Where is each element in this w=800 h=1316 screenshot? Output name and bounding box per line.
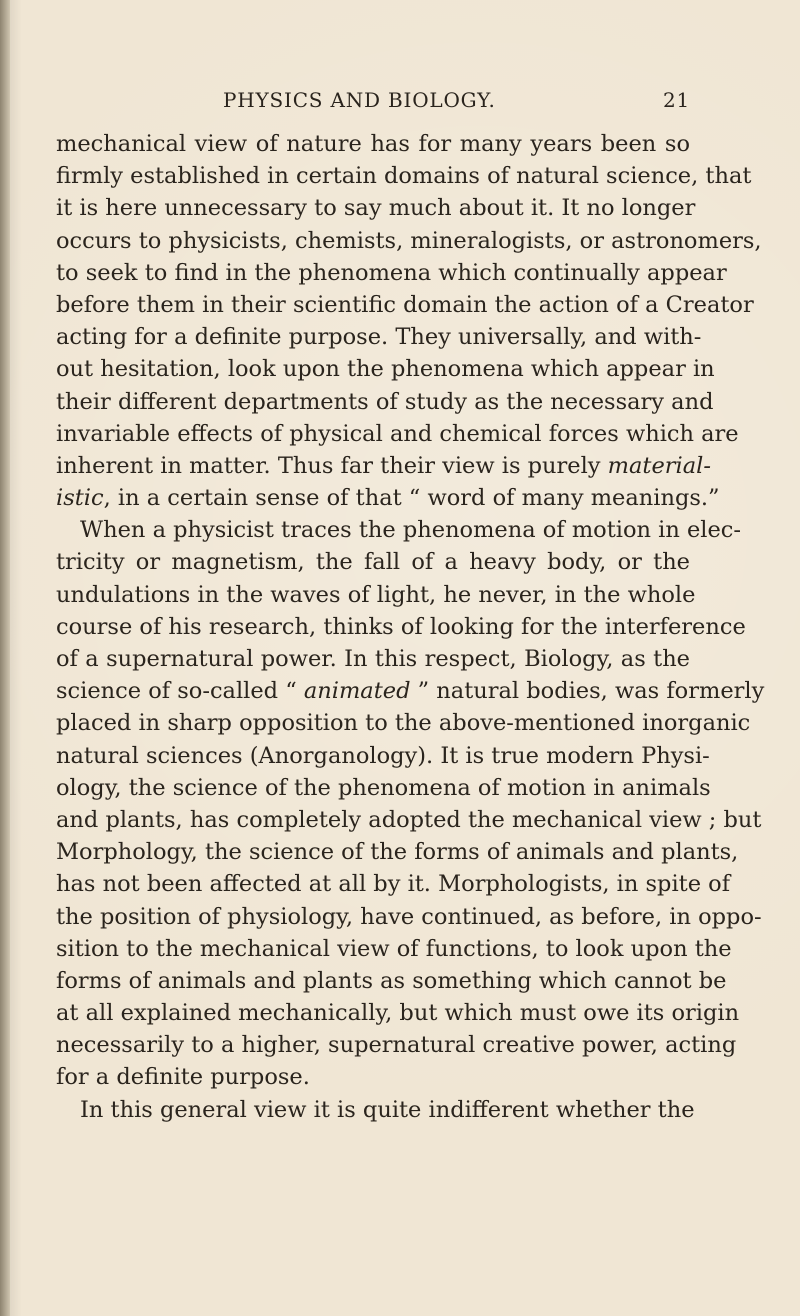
text-line: out hesitation, look upon the phenomena which appear in	[56, 356, 715, 383]
body-text	[56, 128, 765, 1126]
text-line: it is here unnecessary to say much about it. It no longer	[56, 195, 696, 222]
text-line: of a supernatural power. In this respect, Biology, as the	[56, 646, 690, 672]
text-line: undulations in the waves of light, he never, in the whole	[56, 581, 696, 608]
text-line: sition to the mechanical view of functions, to look upon the	[56, 935, 732, 962]
text-line: course of his research, thinks of looking for the interference	[56, 613, 746, 640]
paragraph-start: When a physicist traces the phenomena of motion in elec-	[80, 517, 742, 544]
page-gutter-shadow	[0, 0, 10, 1316]
italic-word: animated	[303, 678, 411, 705]
text-line: invariable effects of physical and chemical forces which are	[56, 420, 739, 447]
paragraph-end: for a definite purpose.	[56, 1064, 310, 1091]
text-line: ology, the science of the phenomena of motion in animals	[56, 774, 711, 801]
running-head: PHYSICS AND BIOLOGY.	[223, 88, 496, 112]
text-line-part: science of so-called “	[56, 678, 304, 705]
text-line: Morphology, the science of the forms of animals and plants,	[56, 839, 739, 866]
text-line: and plants, has completely adopted the mechanical view ; but	[56, 806, 762, 833]
text-line: occurs to physicists, chemists, mineralogists, or astronomers,	[56, 227, 762, 254]
text-line: forms of animals and plants as something which cannot be	[56, 967, 727, 994]
text-line-part: ” natural bodies, was formerly	[410, 678, 765, 705]
text-line-part: , in a certain sense of that “ word of many meanings.”	[103, 485, 720, 512]
text-line: necessarily to a higher, supernatural creative power, acting	[56, 1032, 737, 1059]
page-number: 21	[662, 88, 690, 112]
text-line: before them in their scientific domain the action of a Creator	[56, 291, 754, 318]
text-line-part: inherent in matter. Thus far their view is purely	[56, 452, 608, 479]
text-line: acting for a definite purpose. They universally, and with-	[56, 324, 702, 351]
text-line: firmly established in certain domains of natural science, that	[56, 163, 752, 190]
text-line: the position of physiology, have continued, as before, in oppo-	[56, 903, 762, 930]
text-line: their different departments of study as the necessary and	[56, 388, 714, 415]
page-header	[115, 88, 690, 116]
italic-word: material-	[607, 452, 711, 479]
italic-word: istic	[56, 485, 104, 512]
text-line: mechanical view of nature has for many years been so	[56, 131, 690, 157]
text-line: placed in sharp opposition to the above-mentioned inorganic	[56, 710, 751, 737]
text-line-with-italic	[56, 450, 711, 482]
text-line: natural sciences (Anorganology). It is true modern Physi-	[56, 742, 710, 769]
text-line: tricity or magnetism, the fall of a heavy body, or the	[56, 549, 690, 576]
text-line-with-italic	[56, 482, 720, 514]
text-line-with-italic	[56, 675, 765, 707]
text-line: to seek to find in the phenomena which continually appear	[56, 259, 727, 286]
paragraph-start: In this general view it is quite indifferent whether the	[80, 1096, 695, 1123]
text-line: has not been affected at all by it. Morphologists, in spite of	[56, 871, 731, 898]
text-line: at all explained mechanically, but which must owe its origin	[56, 1000, 740, 1027]
